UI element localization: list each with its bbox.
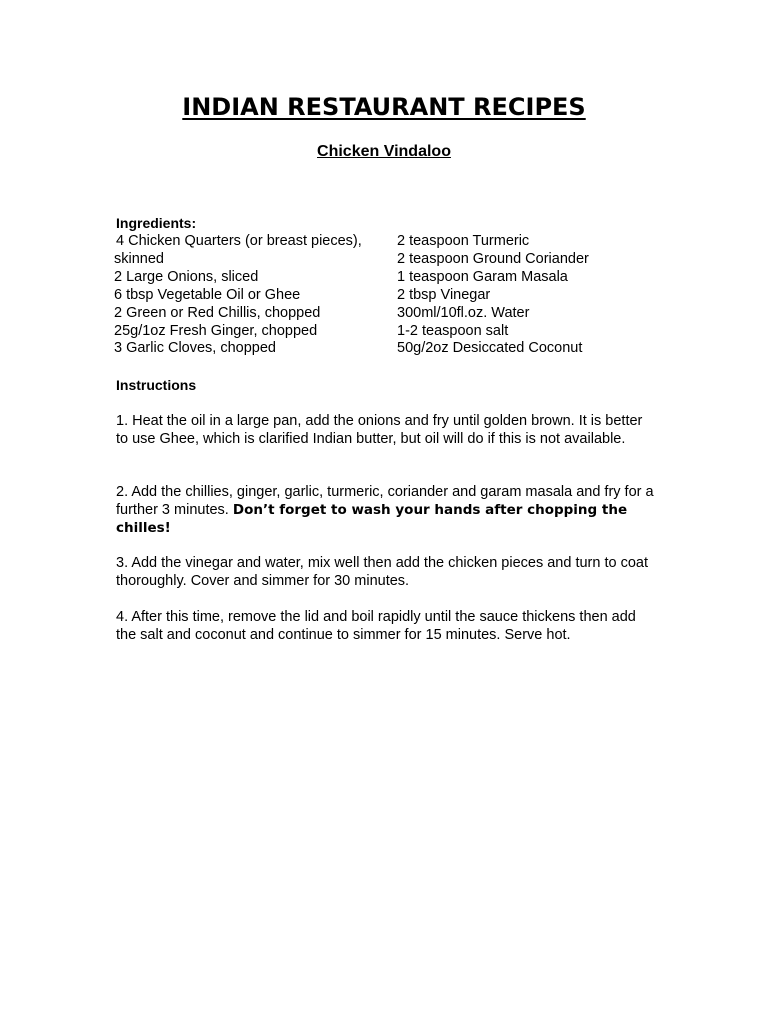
ingredient-item: skinned — [114, 250, 164, 267]
ingredient-item: 6 tbsp Vegetable Oil or Ghee — [114, 286, 301, 303]
instruction-step-1: 1. Heat the oil in a large pan, add the onions and fry until golden brown. It is better to use Ghee, which is clarified Indian butter, but oil will do if this is not available. — [116, 413, 643, 447]
ingredient-item: 2 teaspoon Ground Coriander — [397, 250, 589, 267]
ingredient-item: 25g/1oz Fresh Ginger, chopped — [114, 322, 318, 339]
recipe-title: Chicken Vindaloo — [317, 143, 451, 160]
ingredient-item: 4 Chicken Quarters (or breast pieces), — [116, 233, 362, 249]
ingredient-item: 50g/2oz Desiccated Coconut — [397, 340, 583, 357]
page-title: INDIAN RESTAURANT RECIPES — [182, 93, 586, 121]
ingredient-item: 1 teaspoon Garam Masala — [397, 268, 568, 285]
ingredient-item: 3 Garlic Cloves, chopped — [114, 340, 276, 357]
ingredient-item: 2 Green or Red Chillis, chopped — [114, 304, 321, 321]
ingredients-heading: Ingredients: — [116, 215, 197, 231]
ingredients-right-column — [397, 233, 657, 358]
instruction-step-2-text: 2. Add the chillies, ginger, garlic, turmeric, coriander and garam masala and fry for a further 3 minutes. — [116, 484, 654, 518]
ingredient-item: 2 teaspoon Turmeric — [397, 233, 530, 249]
hand-washing-warning: Don’t forget to wash your hands after chopping the chilles! — [116, 501, 628, 536]
instruction-step-2 — [116, 484, 656, 538]
ingredient-item: 300ml/10fl.oz. Water — [397, 304, 530, 321]
instruction-step-3: 3. Add the vinegar and water, mix well then add the chicken pieces and turn to coat thoroughly. Cover and simmer for 30 minutes. — [116, 555, 648, 589]
ingredient-item: 2 tbsp Vinegar — [397, 286, 491, 303]
instruction-step-4: 4. After this time, remove the lid and boil rapidly until the sauce thickens then add the salt and coconut and continue to simmer for 15 minutes. Serve hot. — [116, 609, 636, 643]
ingredients-left-column — [114, 233, 394, 358]
instructions-heading: Instructions — [116, 377, 197, 393]
ingredient-item: 1-2 teaspoon salt — [397, 322, 509, 339]
ingredient-item: 2 Large Onions, sliced — [114, 268, 259, 285]
